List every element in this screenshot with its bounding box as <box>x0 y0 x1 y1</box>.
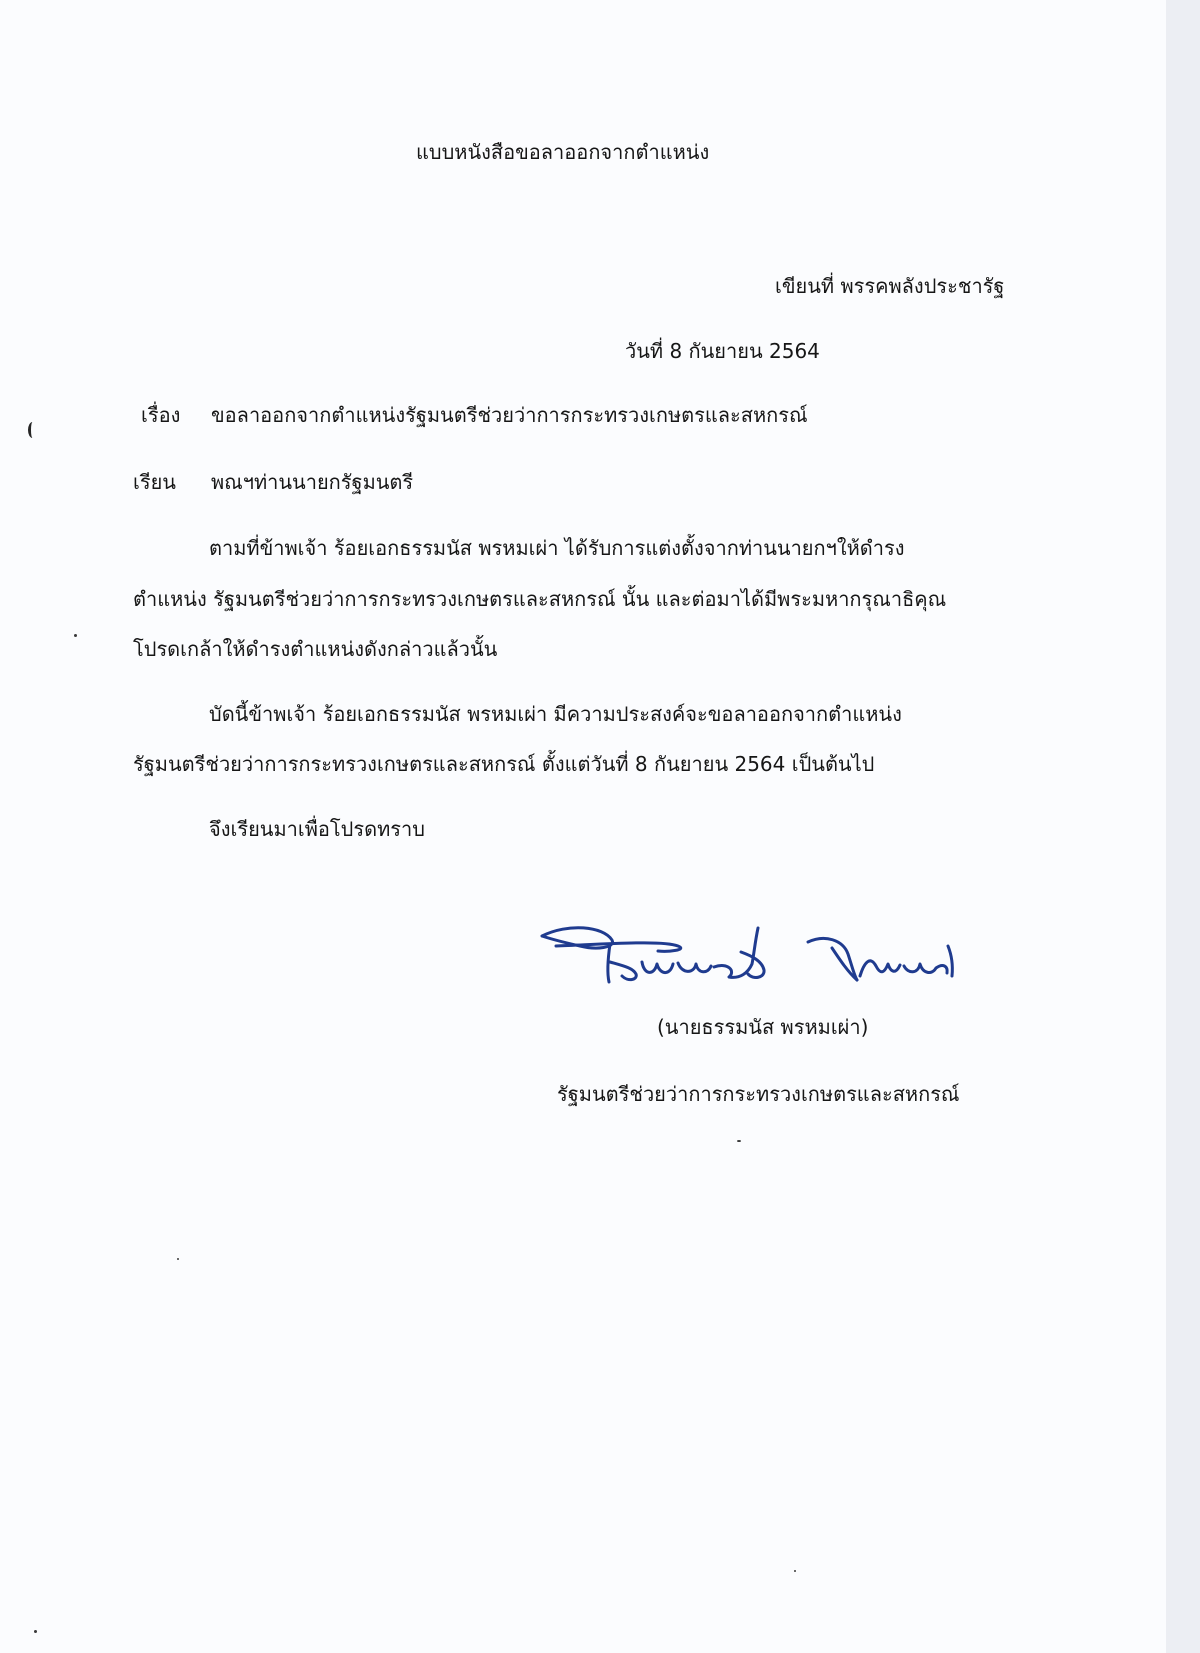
letter-title: แบบหนังสือขอลาออกจากตำแหน่ง <box>416 140 710 164</box>
subject-label: เรื่อง <box>141 403 181 427</box>
paragraph-1-line-2: ตำแหน่ง รัฐมนตรีช่วยว่าการกระทรวงเกษตรและสหกรณ์ นั้น และต่อมาได้มีพระมหากรุณาธิคุณ <box>133 587 947 611</box>
subject-text: ขอลาออกจากตำแหน่งรัฐมนตรีช่วยว่าการกระทรวงเกษตรและสหกรณ์ <box>211 403 808 427</box>
salutation-text: พณฯท่านนายกรัฐมนตรี <box>211 470 414 494</box>
paragraph-2-line-1: บัดนี้ข้าพเจ้า ร้อยเอกธรรมนัส พรหมเผ่า มีความประสงค์จะขอลาออกจากตำแหน่ง <box>209 702 902 726</box>
signer-position: รัฐมนตรีช่วยว่าการกระทรวงเกษตรและสหกรณ์ <box>557 1082 960 1106</box>
signer-name: (นายธรรมนัส พรหมเผ่า) <box>657 1015 869 1039</box>
paragraph-1-line-3: โปรดเกล้าให้ดำรงตำแหน่งดังกล่าวแล้วนั้น <box>133 637 498 661</box>
handwritten-signature-icon <box>538 918 988 996</box>
scan-speck <box>737 1140 741 1142</box>
scan-speck <box>177 1258 179 1260</box>
scan-speck <box>34 1630 37 1633</box>
scan-speck <box>74 634 77 637</box>
scan-edge-mark <box>28 422 37 438</box>
salutation-label: เรียน <box>133 470 176 494</box>
closing-line: จึงเรียนมาเพื่อโปรดทราบ <box>209 817 425 841</box>
paragraph-1-line-1: ตามที่ข้าพเจ้า ร้อยเอกธรรมนัส พรหมเผ่า ได้รับการแต่งตั้งจากท่านนายกฯให้ดำรง <box>209 536 905 560</box>
paragraph-2-line-2: รัฐมนตรีช่วยว่าการกระทรวงเกษตรและสหกรณ์ ตั้งแต่วันที่ 8 กันยายน 2564 เป็นต้นไป <box>133 752 875 776</box>
scan-speck <box>794 1570 796 1572</box>
date-line: วันที่ 8 กันยายน 2564 <box>625 339 820 363</box>
scan-margin-strip <box>1166 0 1200 1653</box>
written-at-line: เขียนที่ พรรคพลังประชารัฐ <box>775 274 1005 298</box>
